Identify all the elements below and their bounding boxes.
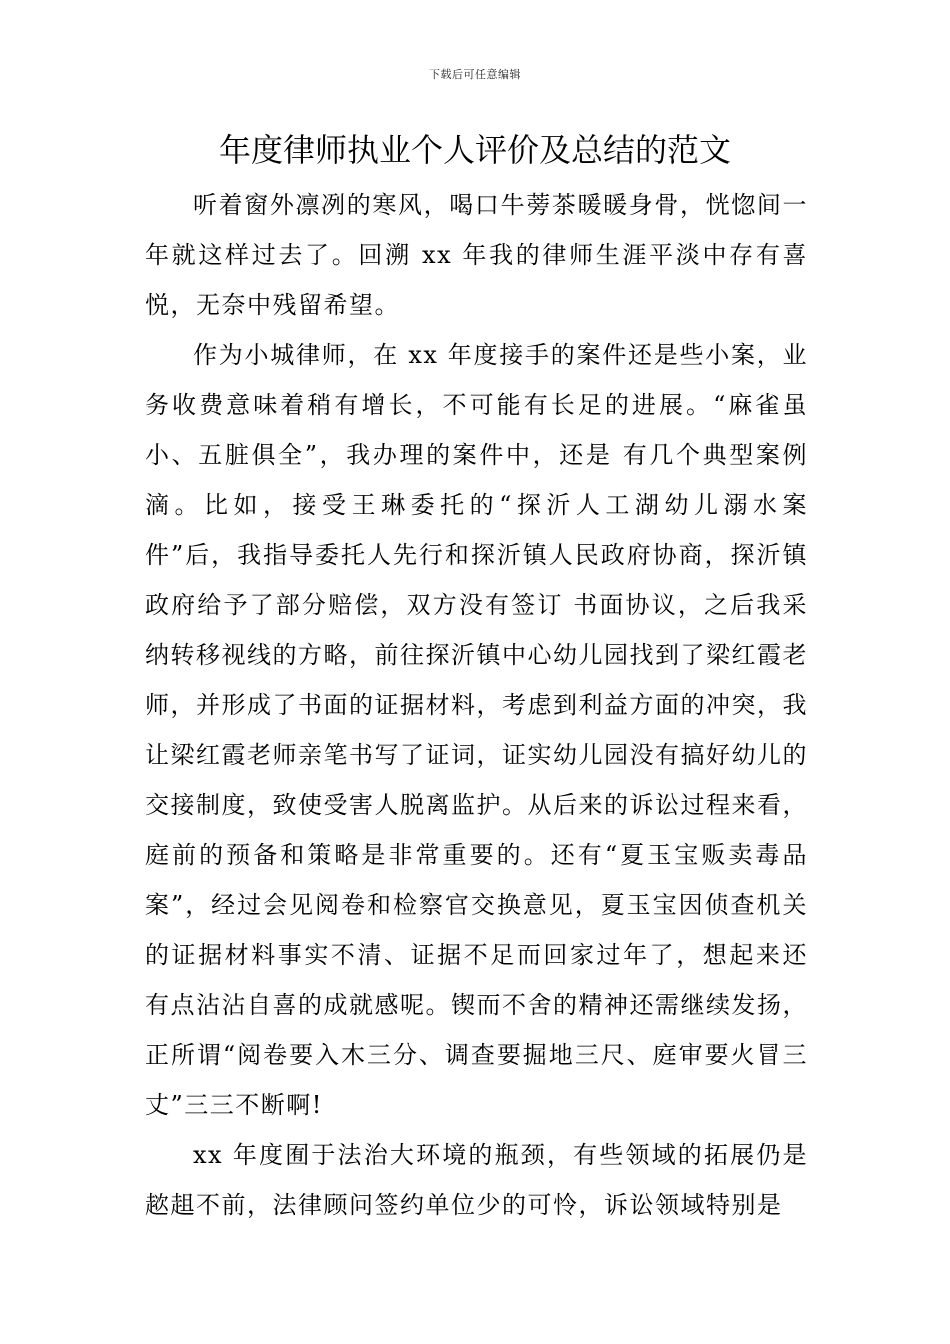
document-title: 年度律师执业个人评价及总结的范文	[218, 131, 731, 169]
document-body	[145, 180, 808, 1230]
header-note: 下载后可任意编辑	[429, 68, 521, 81]
paragraph-1: 听着窗外凛冽的寒风，喝口牛蒡茶暖暖身骨，恍惚间一年就这样过去了。回溯 xx 年我的律师生涯平淡中存有喜悦，无奈中残留希望。	[145, 191, 808, 319]
paragraph-3: xx 年度囿于法治大环境的瓶颈，有些领域的拓展仍是趑趄不前，法律顾问签约单位少的可怜，诉讼领域特别是	[145, 1141, 808, 1219]
paragraph-2: 作为小城律师，在 xx 年度接手的案件还是些小案，业务收费意味着稍有增长，不可能有长足的进展。“麻雀虽小、五脏俱全”，我办理的案件中，还是 有几个典型案例滴。比如，接受王琳委托的“探沂人工湖幼儿溺水案件”后，我指导委托人先行和探沂镇人民政府协商，探沂镇政府给予了部分赔偿，双方没有签订 书面协议，之后我采纳转移视线的方略，前往探沂镇中心幼儿园找到了梁红霞老师，并形成了书面的证据材料，考虑到利益方面的冲突，我让梁红霞老师亲笔书写了证词，证实幼儿园没有搞好幼儿的交接制度，致使受害人脱离监护。从后来的诉讼过程来看，庭前的预备和策略是非常重要的。还有“夏玉宝贩卖毒品案”，经过会见阅卷和检察官交换意见，夏玉宝因侦查机关的证据材料事实不清、证据不足而回家过年了，想起来还 有点沾沾自喜的成就感呢。锲而不舍的精神还需继续发扬，正所谓“阅卷要入木三分、调查要掘地三尺、庭审要火冒三丈”三三不断啊!	[145, 341, 808, 1119]
